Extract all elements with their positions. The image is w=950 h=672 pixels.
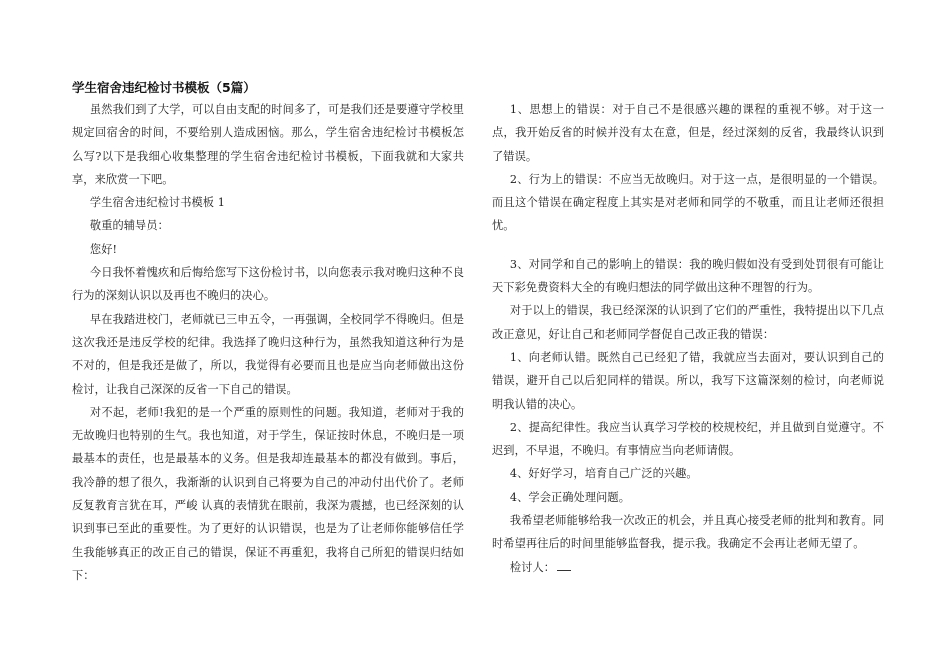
paragraph-list-item: 2、行为上的错误：不应当无故晚归。对于这一点，是很明显的一个错误。而且这个错误在确定程度上其实是对老师和同学的不敬重，而且让老师还很担忧。: [492, 172, 884, 233]
signature-label: 检讨人：: [509, 560, 556, 574]
signature-blank: [557, 560, 571, 571]
paragraph-template-heading: 学生宿舍违纪检讨书模板 1: [89, 196, 225, 210]
paragraph-salutation: 敬重的辅导员：: [89, 219, 169, 233]
left-column: [72, 0, 464, 587]
spacer: [492, 238, 884, 253]
paragraph-intro: 虽然我们到了大学，可以自由支配的时间多了，可是我们还是要遵守学校里规定回宿舍的时间，不要给别人造成困恼。那么，学生宿舍违纪检讨书模板怎么写?以下是我细心收集整理的学生宿舍违纪检讨书模板，下面我就和大家共享，来欣赏一下吧。: [72, 103, 464, 186]
document-title: 学生宿舍违纪检讨书模板（5篇）: [72, 80, 256, 95]
signature-line: [492, 556, 884, 579]
paragraph: 早在我踏进校门，老师就已三申五令，一再强调，全校同学不得晚归。但是这次我还是违反学校的纪律。我选择了晚归这种行为，虽然我知道这种行为是不对的，但是我还是做了，所以，我觉得有必要而且也是应当向老师做出这份检讨，让我自己深深的反省一下自己的错误。: [72, 312, 464, 396]
paragraph-list-item: 4、好好学习，培育自己广泛的兴趣。: [509, 467, 698, 481]
paragraph: 对于以上的错误，我已经深深的认识到了它们的严重性，我特提出以下几点改正意见，好让自己和老师同学督促自己改正我的错误：: [492, 304, 884, 341]
paragraph-list-item: 3、对同学和自己的影响上的错误：我的晚归假如没有受到处罚很有可能让天下彩免费资料大全的有晚归想法的同学做出这种不理智的行为。: [492, 257, 884, 295]
paragraph: 今日我怀着愧疚和后悔给您写下这份检讨书，以向您表示我对晚归这种不良行为的深刻认识以及再也不晚归的决心。: [72, 266, 464, 303]
paragraph: 我希望老师能够给我一次改正的机会，并且真心接受老师的批判和教育。同时希望再往后的时间里能够监督我，提示我。我确定不会再让老师无望了。: [492, 514, 884, 551]
paragraph-list-item: 4、学会正确处理问题。: [509, 490, 630, 504]
paragraph: 对不起，老师!我犯的是一个严重的原则性的问题。我知道，老师对于我的无故晚归也特别的生气。我也知道，对于学生，保证按时休息，不晚归是一项最基本的责任，也是最基本的义务。但是我却连最基本的都没有做到。事后，我冷静的想了很久，我渐渐的认识到自己将要为自己的冲动付出代价了。老师反复教育言犹在耳，严峻 认真的表情犹在眼前，我深为震撼，也已经深刻的认识到事已至此的重要性。为了更好的认识错误，也是为了让老师你能够信任学生我能够真正的改正自己的错误，保证不再重犯，我将自己所犯的错误归结如下：: [72, 405, 464, 582]
paragraph-greeting: 您好!: [89, 242, 118, 256]
paragraph-list-item: 1、向老师认错。既然自己已经犯了错，我就应当去面对，要认识到自己的错误，避开自己以后犯同样的错误。所以，我写下这篇深刻的检讨，向老师说明我认错的决心。: [492, 350, 884, 411]
right-column: [492, 0, 884, 579]
paragraph-list-item: 2、提高纪律性。我应当认真学习学校的校规校纪，并且做到自觉遵守。不迟到，不早退，不晚归。有事情应当向老师请假。: [492, 420, 884, 458]
paragraph-list-item: 1、思想上的错误：对于自己不是很感兴趣的课程的重视不够。对于这一点，我开始反省的时候并没有太在意，但是，经过深刻的反省，我最终认识到了错误。: [492, 103, 884, 163]
